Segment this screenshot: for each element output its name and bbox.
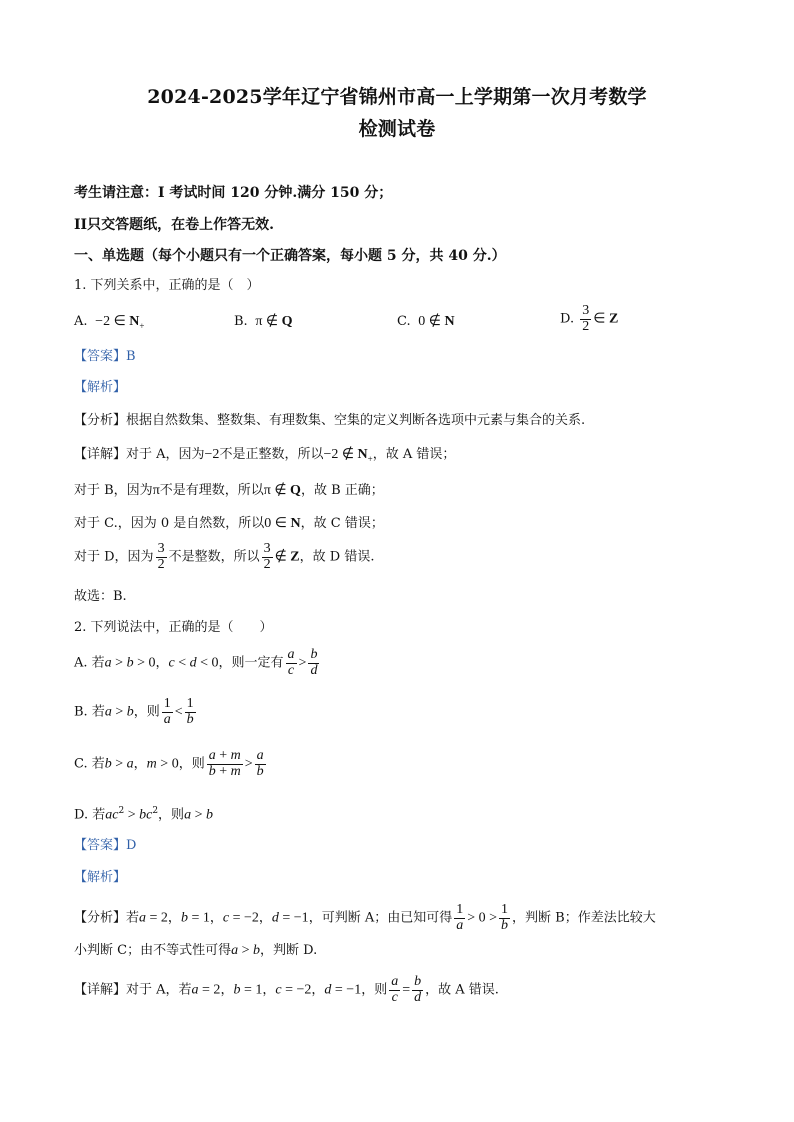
q1-option-c <box>397 312 455 332</box>
q1-option-c-label: C. <box>397 314 411 329</box>
q1-detail-b: 对于 B，因为π不是有理数，所以π ∉ Q，故 B 正确； <box>74 483 384 498</box>
q1-analysis: 【分析】根据自然数集、整数集、有理数集、空集的定义判断各选项中元素与集合的关系. <box>74 413 586 428</box>
q2-analysis-line1: 【分析】若a = 2，b = 1，c = −2，d = −1，可判断 A；由已知可得 $\frac{1}{a}$ > 0 > $\frac{1}{b}$ ，判断 B；作差法比较大 <box>74 902 656 933</box>
question-2-stem: 2. 下列说法中，正确的是（ ） <box>74 620 273 635</box>
q1-detail-c: 对于 C.，因为 0 是自然数，所以0 ∈ N，故 C 错误； <box>74 516 384 531</box>
q1-option-b-math: π ∉ Q <box>251 314 293 329</box>
q2-analysis-line2: 小判断 C；由不等式性可得a > b，判断 D. <box>74 943 318 958</box>
q1-option-c-math: 0 ∉ N <box>414 314 455 329</box>
q1-option-b-label: B. <box>234 314 248 329</box>
question-1-stem: 1. 下列关系中，正确的是（ ） <box>74 278 260 293</box>
q1-jiexi: 【解析】 <box>74 380 127 395</box>
q2-option-c: C. 若b > a，m > 0，则 $\frac{a + m}{b + m}$ > $\frac{a}{b}$ <box>74 748 264 779</box>
q1-detail-a: 【详解】对于 A，因为−2不是正整数，所以−2 ∉ $N_+$，故 A 错误； <box>74 447 456 464</box>
exam-title-line1: 2024-2025学年辽宁省锦州市高一上学期第一次月考数学 <box>147 86 647 108</box>
q1-option-d-fraction: $\frac{3}{2}$ <box>582 303 590 334</box>
q1-option-a-label: A. <box>74 314 88 329</box>
q1-choose: 故选：B. <box>74 589 127 604</box>
q1-answer: 【答案】B <box>74 349 136 364</box>
q2-option-d: D. 若$ac^2 > bc^2$，则a > b <box>74 806 213 823</box>
q2-answer: 【答案】D <box>74 838 137 853</box>
section-heading: 一、单选题（每个小题只有一个正确答案，每小题 5 分，共 40 分.） <box>74 248 506 264</box>
q1-option-d: D. $\frac{3}{2}$ ∈ Z <box>560 303 619 334</box>
q2-option-a: A. 若a > b > 0，c < d < 0，则一定有 $\frac{a}{c}$ > $\frac{b}{d}$ <box>74 647 318 678</box>
notice-line-1: 考生请注意：I 考试时间 120 分钟.满分 150 分； <box>74 185 393 201</box>
q1-option-a <box>74 312 144 336</box>
q1-option-b <box>234 312 292 332</box>
q1-detail-d: 对于 D，因为 $\frac{3}{2}$ 不是整数，所以 $\frac{3}{2}$ ∉ Z，故 D 错误. <box>74 541 375 572</box>
q1-option-d-label: D. <box>560 311 575 327</box>
exam-title-line2: 检测试卷 <box>358 118 436 140</box>
q1-option-a-math: −2 ∈ $N_+$ <box>91 314 145 331</box>
q2-option-b: B. 若a > b，则 $\frac{1}{a}$ < $\frac{1}{b}$ <box>74 696 194 727</box>
q2-jiexi: 【解析】 <box>74 870 127 885</box>
q2-detail-a: 【详解】对于 A，若a = 2，b = 1，c = −2，d = −1，则 $\frac{a}{c}$ = $\frac{b}{d}$ ，故 A 错误. <box>74 974 499 1005</box>
notice-line-2: II只交答题纸，在卷上作答无效. <box>74 217 274 233</box>
